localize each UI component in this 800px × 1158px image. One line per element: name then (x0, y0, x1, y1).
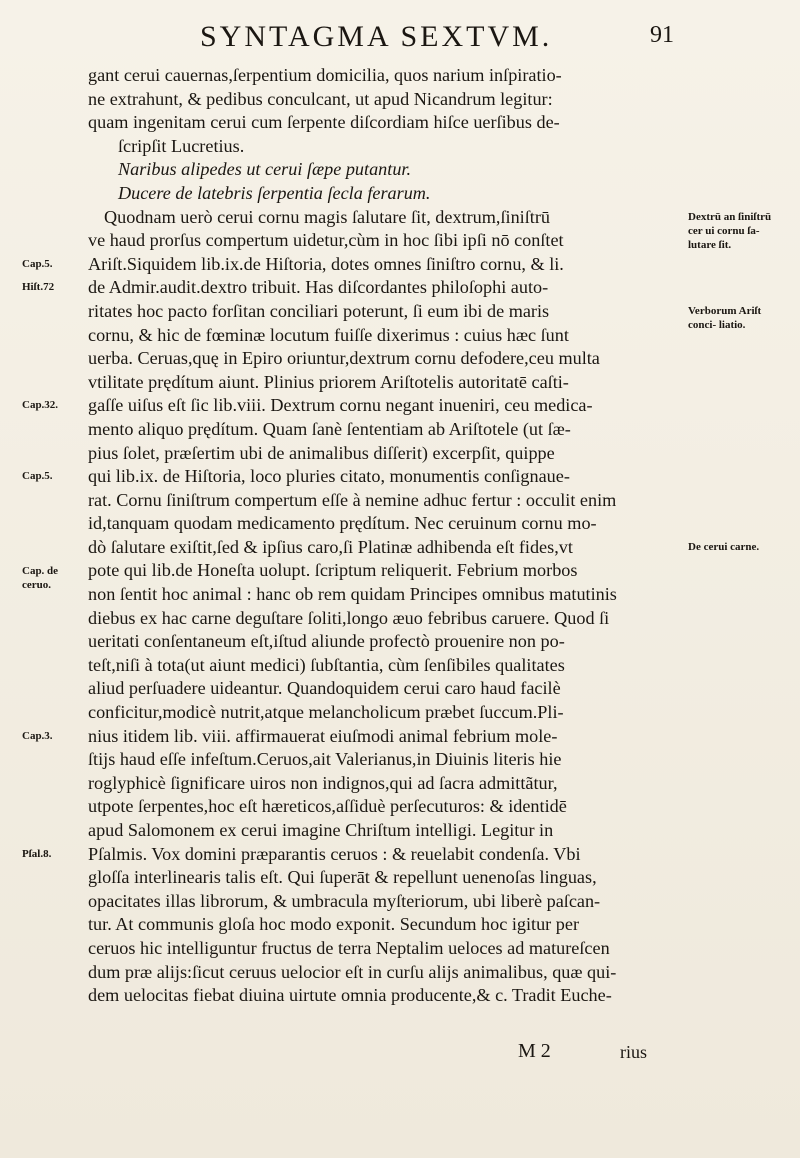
margin-note: Cap. de ceruo. (22, 564, 59, 591)
margin-note: Hiſt.72 (22, 281, 55, 294)
margin-note: Cap.3. (22, 729, 53, 742)
text-line: nius itidem lib. viii. affirmauerat eiuſmodi animal febrium mole- (88, 725, 558, 746)
text-line: gloſſa interlinearis talis eſt. Qui ſuperāt & repellunt uenenoſas linguas, (88, 867, 597, 888)
text-line: Pſalmis. Vox domini præparantis ceruos : & reuelabit condenſa. Vbi (88, 843, 581, 864)
text-line: gant cerui cauernas,ſerpentium domicilia, quos narium inſpiratio- (88, 65, 562, 85)
text-line: ritates hoc pacto forſitan conciliari poterunt, ſi eum ibi de maris (88, 300, 550, 321)
text-line: aliud perſuadere uideantur. Quandoquidem cerui caro haud facilè (88, 678, 561, 699)
text-line: pote qui lib.de Honeſta uolupt. ſcriptum reliquerit. Febrium morbos (88, 560, 578, 581)
text-line: ne extrahunt, & pedibus conculcant, ut apud Nicandrum legitur: (88, 88, 553, 109)
text-line: dum præ alijs:ſicut ceruus uelocior eſt in curſu alijs animalibus, quæ qui- (88, 961, 617, 982)
running-head: SYNTAGMA SEXTVM. (200, 20, 553, 53)
text-line: non ſentit hoc animal : hanc ob rem quidam Principes omnibus matutinis (88, 584, 617, 605)
text-line: roglyphicè ſignificare uiros non indignos,qui ad ſacra admittãtur, (88, 772, 558, 793)
text-line: gaſſe uiſus eſt ſic lib.viii. Dextrum cornu negant inueniri, ceu medica- (88, 395, 593, 416)
text-line: Naribus alipedes ut cerui ſæpe putantur. (118, 159, 412, 180)
margin-note: Cap.32. (22, 399, 59, 412)
text-line: opacitates illas librorum, & umbracula myſteriorum, ubi liberè paſcan- (88, 890, 601, 911)
text-line: uerba. Ceruas,quę in Epiro oriuntur,dextrum cornu defodere,ceu multa (88, 348, 600, 369)
text-line: diebus ex hac carne deguſtare ſoliti,longo æuo febribus caruere. Quod ſi (88, 607, 610, 628)
body-text (88, 64, 678, 1008)
text-line: pius ſolet, præſertim ubi de animalibus diſſerit) excerpſit, quippe (88, 442, 555, 463)
text-line: Ducere de latebris ſerpentia ſecla ferarum. (118, 182, 431, 203)
text-line: id,tanquam quodam medicamento prędítum. Nec ceruinum cornu mo- (88, 513, 597, 534)
text-line: ueritati conſentaneum eſt,iſtud aliunde profectò prouenire non po- (88, 631, 565, 652)
margin-note: Dextrū an ſiniſtrū cer ui cornu ſa- lutare ſit. (688, 210, 772, 251)
text-line: ve haud prorſus compertum uidetur,cùm in hoc ſibi ipſi nō conſtet (88, 230, 564, 251)
text-line: quam ingenitam cerui cum ſerpente diſcordiam hiſce uerſibus de- (88, 112, 560, 133)
text-line: Quodnam uerò cerui cornu magis ſalutare ſit, dextrum,ſiniſtrū (104, 206, 550, 227)
text-line: tur. At communis gloſa hoc modo exponit. Secundum hoc igitur per (88, 914, 579, 935)
text-line: de Admir.audit.dextro tribuit. Has diſcordantes philoſophi auto- (88, 277, 549, 298)
text-line: ſcripſit Lucretius. (118, 135, 245, 156)
text-line: utpote ſerpentes,hoc eſt hæreticos,aſſiduè perſecuturos: & identidē (88, 796, 567, 817)
catchword: rius (620, 1042, 647, 1062)
text-line: conficitur,modicè nutrit,atque melancholicum præbet ſuccum.Pli- (88, 702, 564, 723)
margin-note: Pſal.8. (22, 847, 52, 860)
text-line: apud Salomonem ex cerui imagine Chriſtum intelligi. Legitur in (88, 820, 554, 840)
text-line: qui lib.ix. de Hiſtoria, loco pluries citato, monumentis conſignaue- (88, 466, 570, 487)
signature-mark: M 2 (518, 1040, 551, 1062)
text-line: dem uelocitas fiebat diuina uirtute omnia producente,& c. Tradit Euche- (88, 985, 612, 1006)
margin-note: De cerui carne. (688, 541, 760, 553)
text-line: ſtijs haud eſſe infeſtum.Ceruos,ait Valerianus,in Diuinis literis hie (88, 749, 562, 770)
text-line: rat. Cornu ſiniſtrum compertum eſſe à nemine adhuc fertur : occulit enim (88, 489, 617, 510)
text-line: Ariſt.Siquidem lib.ix.de Hiſtoria, dotes omnes ſiniſtro cornu, & li. (88, 253, 564, 274)
page-number: 91 (650, 22, 674, 48)
text-line: teſt,niſi à tota(ut aiunt medici) ſubſtantia, cùm ſenſibiles qualitates (88, 654, 565, 675)
text-line: cornu, & hic de fœminæ locutum fuiſſe dixerimus : cuius hæc ſunt (88, 324, 569, 345)
margin-note: Verborum Ariſt conci- liatio. (688, 305, 762, 331)
text-line: dò ſalutare exiſtit,ſed & ipſius caro,ſi Platinæ adhibenda eſt fides,vt (88, 536, 573, 557)
text-line: ceruos hic intelliguntur fructus de terra Neptalim ueloces ad matureſcen (88, 937, 610, 958)
text-line: vtilitate prędítum aiunt. Plinius priorem Ariſtotelis autoritatē caſti- (88, 371, 569, 392)
margin-note: Cap.5. (22, 257, 53, 270)
margin-note: Cap.5. (22, 470, 53, 483)
text-line: mento aliquo prędítum. Quam ſanè ſententiam ab Ariſtotele (ut ſæ- (88, 418, 571, 439)
